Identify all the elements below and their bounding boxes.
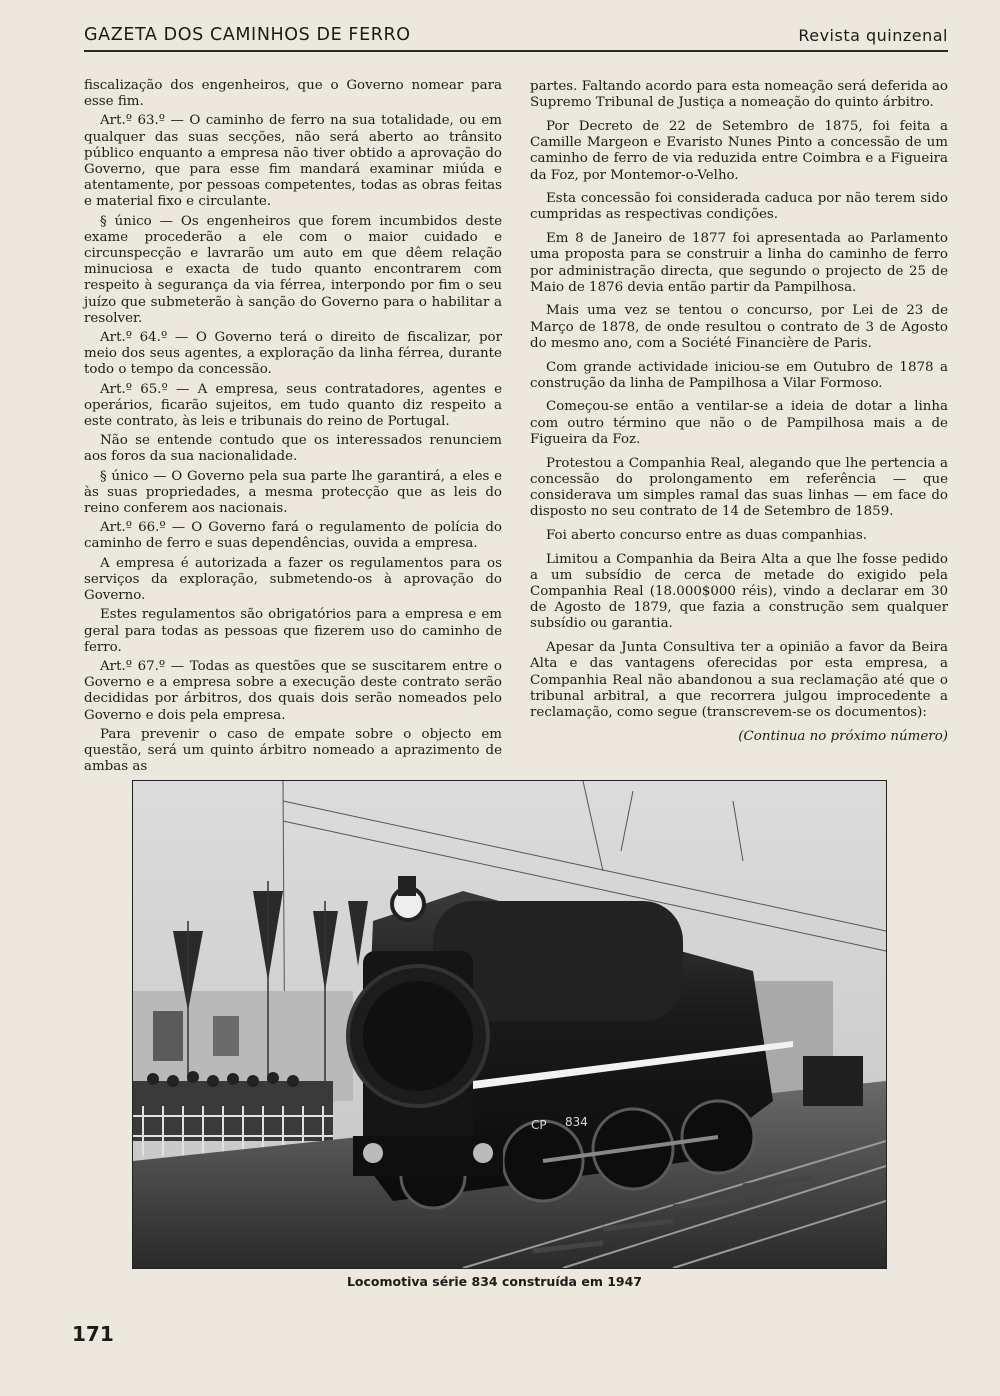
paragraph: Para prevenir o caso de empate sobre o objecto em questão, será um quinto árbitro nomeado a aprazimento de ambas as: [84, 726, 502, 775]
paragraph: fiscalização dos engenheiros, que o Governo nomear para esse fim.: [84, 78, 502, 110]
paragraph: partes. Faltando acordo para esta nomeação será deferida ao Supremo Tribunal de Justiça a nomeação do quinto árbitro.: [530, 79, 948, 111]
locomotive-photo: [132, 780, 887, 1269]
paragraph: A empresa é autorizada a fazer os regulamentos para os serviços da exploração, submetendo-os à aprovação do Governo.: [84, 555, 502, 604]
paragraph: Art.º 66.º — O Governo fará o regulamento de polícia do caminho de ferro e suas dependências, ouvida a empresa.: [84, 520, 502, 552]
paragraph: Art.º 65.º — A empresa, seus contratadores, agentes e operários, ficarão sujeitos, em tudo quanto diz respeito a este contrato, às leis e tribunais do reino de Portugal.: [84, 381, 502, 430]
paragraph: Art.º 67.º — Todas as questões que se suscitarem entre o Governo e a empresa sobre a execução deste contrato serão decididas por árbitros, dos quais dois serão nomeados pelo Governo e dois pela empresa.: [84, 658, 502, 723]
paragraph: Em 8 de Janeiro de 1877 foi apresentada ao Parlamento uma proposta para se construir a linha do caminho de ferro por administração directa, que segundo o projecto de 25 de Maio de 1876 devia então partir da Pampilhosa.: [530, 231, 948, 295]
loco-number: 834: [565, 1115, 588, 1129]
right-column: [530, 79, 948, 752]
paragraph: Por Decreto de 22 de Setembro de 1875, foi feita a Camille Margeon e Evaristo Nunes Pinto a concessão de um caminho de ferro de via reduzida entre Coimbra e a Figueira da Foz, por Montemor-o-Velho.: [530, 118, 948, 183]
paragraph: § único — Os engenheiros que forem incumbidos deste exame procederão a ele com o maior cuidado e circunspecção e lavrarão um auto em que dêem relação minuciosa e exacta de tudo quanto encontrarem com respeito à segurança da via férrea, interpondo por fim o seu juízo que submeterão à sanção do Governo para o habilitar a resolver.: [84, 213, 502, 326]
paragraph: Apesar da Junta Consultiva ter a opinião a favor da Beira Alta e das vantagens oferecidas por esta empresa, a Companhia Real não abandonou a sua reclamação até que o tribunal arbitral, a que recorrera julgou improcedente a reclamação, como segue (transcrevem-se os documentos):: [530, 640, 948, 720]
continued-note: (Continua no próximo número): [738, 728, 948, 744]
paragraph: Art.º 64.º — O Governo terá o direito de fiscalizar, por meio dos seus agentes, a exploração da linha férrea, durante todo o tempo da concessão.: [84, 330, 502, 378]
paragraph: Art.º 63.º — O caminho de ferro na sua totalidade, ou em qualquer das suas secções, não será aberto ao trânsito público enquanto a empresa não tiver obtido a aprovação do Governo, que para esse fim mandará examinar miúda e atentamente, por pessoas competentes, todas as obras feitas e material fixo e circulante.: [84, 113, 502, 210]
journal-title: GAZETA DOS CAMINHOS DE FERRO: [84, 25, 411, 45]
journal-subtitle: Revista quinzenal: [798, 26, 948, 45]
loco-marking: CP: [531, 1118, 547, 1132]
running-header: [84, 20, 948, 52]
paragraph: Foi aberto concurso entre as duas companhias.: [546, 527, 868, 543]
paragraph: Com grande actividade iniciou-se em Outubro de 1878 a construção da linha de Pampilhosa a Vilar Formoso.: [530, 359, 948, 391]
left-column: [84, 78, 502, 778]
photo-caption: Locomotiva série 834 construída em 1947: [346, 1274, 642, 1289]
paragraph: Limitou a Companhia da Beira Alta a que lhe fosse pedido a um subsídio de cerca de metade do exigido pela Companhia Real (18.000$000 réis), vindo a declarar em 30 de Agosto de 1879, que fazia a construção sem qualquer subsídio ou garantia.: [530, 551, 948, 632]
paragraph: Mais uma vez se tentou o concurso, por Lei de 23 de Março de 1878, de onde resultou o contrato de 3 de Agosto do mesmo ano, com a Société Financière de Paris.: [530, 303, 948, 351]
paragraph: Começou-se então a ventilar-se a ideia de dotar a linha com outro término que não o de Pampilhosa mais a de Figueira da Foz.: [530, 399, 948, 447]
page-number: 171: [72, 1322, 114, 1346]
paragraph: Não se entende contudo que os interessados renunciem aos foros da sua nacionalidade.: [84, 433, 502, 465]
paragraph: Esta concessão foi considerada caduca por não terem sido cumpridas as respectivas condições.: [530, 191, 948, 223]
paragraph: Estes regulamentos são obrigatórios para a empresa e em geral para todas as pessoas que fizerem uso do caminho de ferro.: [84, 607, 502, 655]
paragraph: § único — O Governo pela sua parte lhe garantirá, a eles e às suas propriedades, a mesma protecção que as leis do reino conferem aos nacionais.: [84, 468, 502, 517]
paragraph: Protestou a Companhia Real, alegando que lhe pertencia a concessão do prolongamento em referência — que considerava um simples ramal das suas linhas — em face do disposto no seu contrato de 14 de Setembro de 1859.: [530, 455, 948, 520]
